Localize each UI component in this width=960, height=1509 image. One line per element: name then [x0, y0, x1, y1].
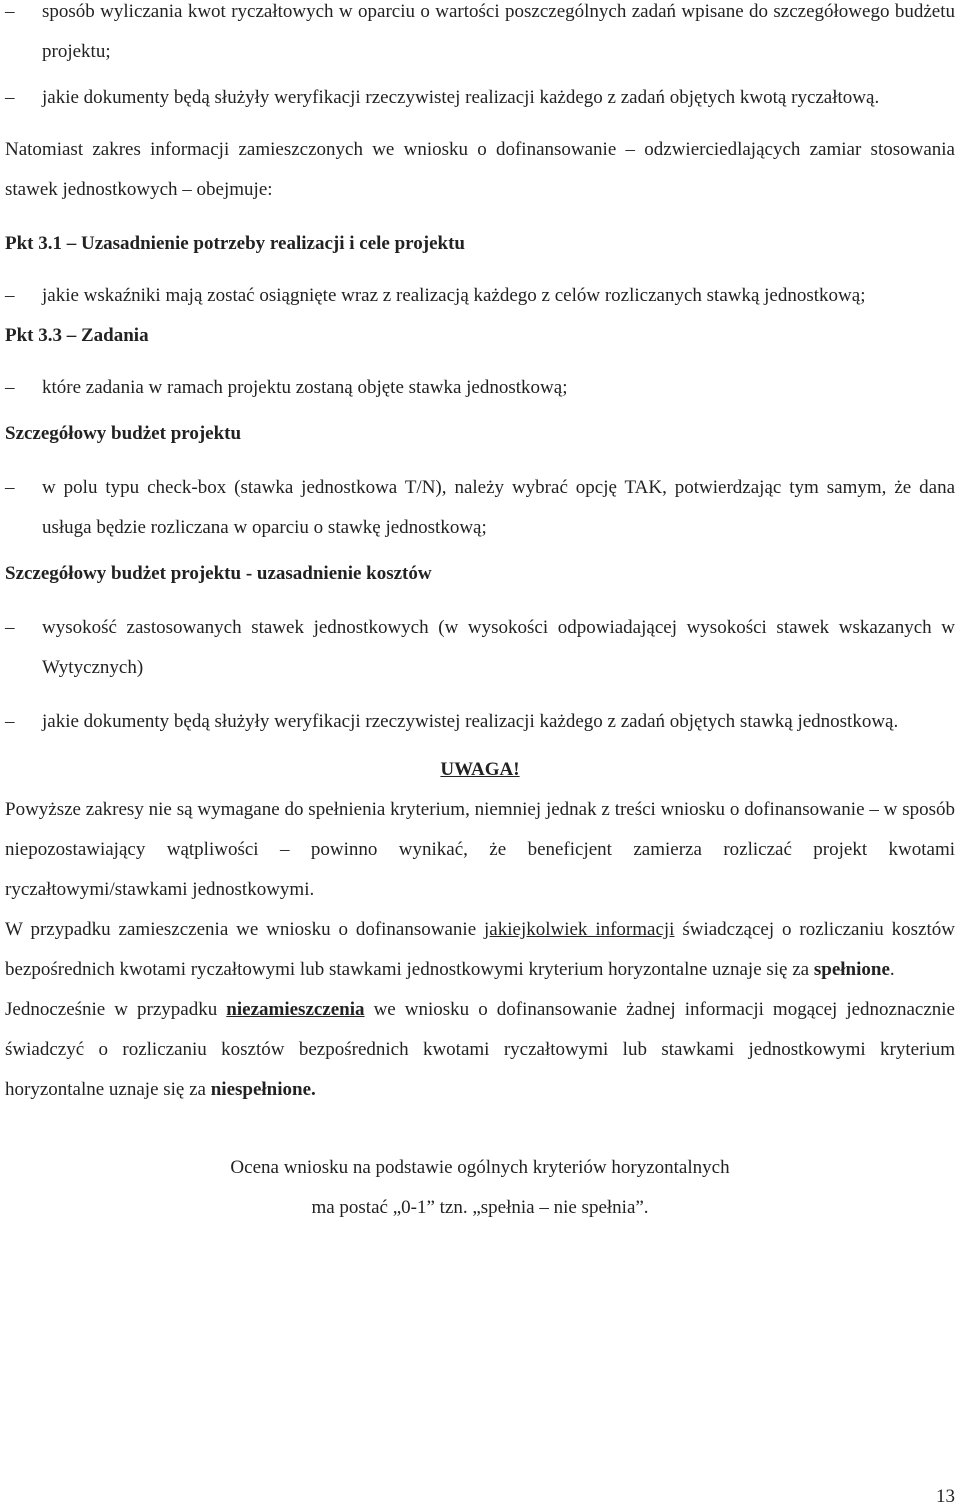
list-item-text: które zadania w ramach projektu zostaną objęte stawka jednostkową;	[42, 377, 568, 398]
section-heading-3-3: Pkt 3.3 – Zadania	[5, 325, 149, 346]
dash-marker: –	[5, 1, 15, 22]
dash-marker: –	[5, 711, 15, 732]
section-heading-3-1: Pkt 3.1 – Uzasadnienie potrzeby realizacji i cele projektu	[5, 233, 465, 254]
dash-marker: –	[5, 377, 15, 398]
list-item-text: jakie dokumenty będą służyły weryfikacji rzeczywistej realizacji każdego z zadań objętych stawką jednostkową.	[42, 711, 899, 732]
closing-line-2: ma postać „0-1” tzn. „spełnia – nie spełnia”.	[311, 1197, 649, 1218]
warning-p2-underlined: jakiejkolwiek informacji	[484, 919, 675, 940]
warning-p3-bold: niespełnione.	[210, 1079, 316, 1100]
closing-line-1: Ocena wniosku na podstawie ogólnych kryteriów horyzontalnych	[230, 1157, 730, 1178]
list-item-text: sposób wyliczania kwot ryczałtowych w oparciu o wartości poszczególnych zadań wpisane do szczegółowego budżetu projektu;	[42, 1, 955, 62]
warning-paragraph-1: Powyższe zakresy nie są wymagane do spełnienia kryterium, niemniej jednak z treści wniosku o dofinansowanie – w sposób niepozostawiający wątpliwości – powinno wynikać, że beneficjent zamierza rozliczać projekt kwotami ryczałtowymi/stawkami jednostkowymi.	[5, 799, 955, 900]
warning-title: UWAGA!	[440, 759, 520, 780]
section-heading-budget-justification: Szczegółowy budżet projektu - uzasadnienie kosztów	[5, 563, 432, 584]
warning-paragraph-3	[5, 990, 955, 1110]
list-item	[5, 608, 955, 688]
section-heading-budget: Szczegółowy budżet projektu	[5, 423, 242, 444]
dash-marker: –	[5, 87, 15, 108]
page-number: 13	[936, 1486, 955, 1507]
warning-p2-text-start: W przypadku zamieszczenia we wniosku o dofinansowanie	[5, 919, 485, 940]
intro-paragraph: Natomiast zakres informacji zamieszczonych we wniosku o dofinansowanie – odzwierciedlających zamiar stosowania stawek jednostkowych – obejmuje:	[5, 139, 955, 200]
list-item	[5, 702, 955, 742]
warning-p2-text-end: .	[889, 959, 895, 980]
list-item	[5, 0, 955, 72]
list-item	[5, 78, 955, 118]
warning-p2-text-middle: świadczącej o rozliczaniu kosztów bezpośrednich kwotami ryczałtowymi lub stawkami jednostkowymi kryterium horyzontalne uznaje się za	[5, 919, 955, 980]
warning-p3-text-start: Jednocześnie w przypadku	[5, 999, 227, 1020]
dash-marker: –	[5, 617, 15, 638]
list-item-text: wysokość zastosowanych stawek jednostkowych (w wysokości odpowiadającej wysokości stawek wskazanych w Wytycznych)	[42, 617, 955, 678]
list-item-text: jakie wskaźniki mają zostać osiągnięte wraz z realizacją każdego z celów rozliczanych stawką jednostkową;	[42, 285, 866, 306]
warning-paragraph-2	[5, 910, 955, 990]
dash-marker: –	[5, 285, 15, 306]
warning-p3-underlined: niezamieszczenia	[226, 999, 365, 1020]
list-item	[5, 468, 955, 548]
list-item-text: jakie dokumenty będą służyły weryfikacji rzeczywistej realizacji każdego z zadań objętych kwotą ryczałtową.	[42, 87, 880, 108]
document-page	[5, 0, 955, 1228]
warning-p2-bold: spełnione	[813, 959, 890, 980]
list-item-text: w polu typu check-box (stawka jednostkowa T/N), należy wybrać opcję TAK, potwierdzając tym samym, że dana usługa będzie rozliczana w oparciu o stawkę jednostkową;	[42, 477, 955, 538]
warning-p3-text-middle: we wniosku o dofinansowanie żadnej informacji mogącej jednoznacznie świadczyć o rozliczaniu kosztów bezpośrednich kwotami ryczałtowymi lub stawkami jednostkowymi kryterium horyzontalne uznaje się za	[5, 999, 955, 1100]
list-item	[5, 368, 955, 408]
list-item	[5, 276, 955, 316]
dash-marker: –	[5, 477, 15, 498]
